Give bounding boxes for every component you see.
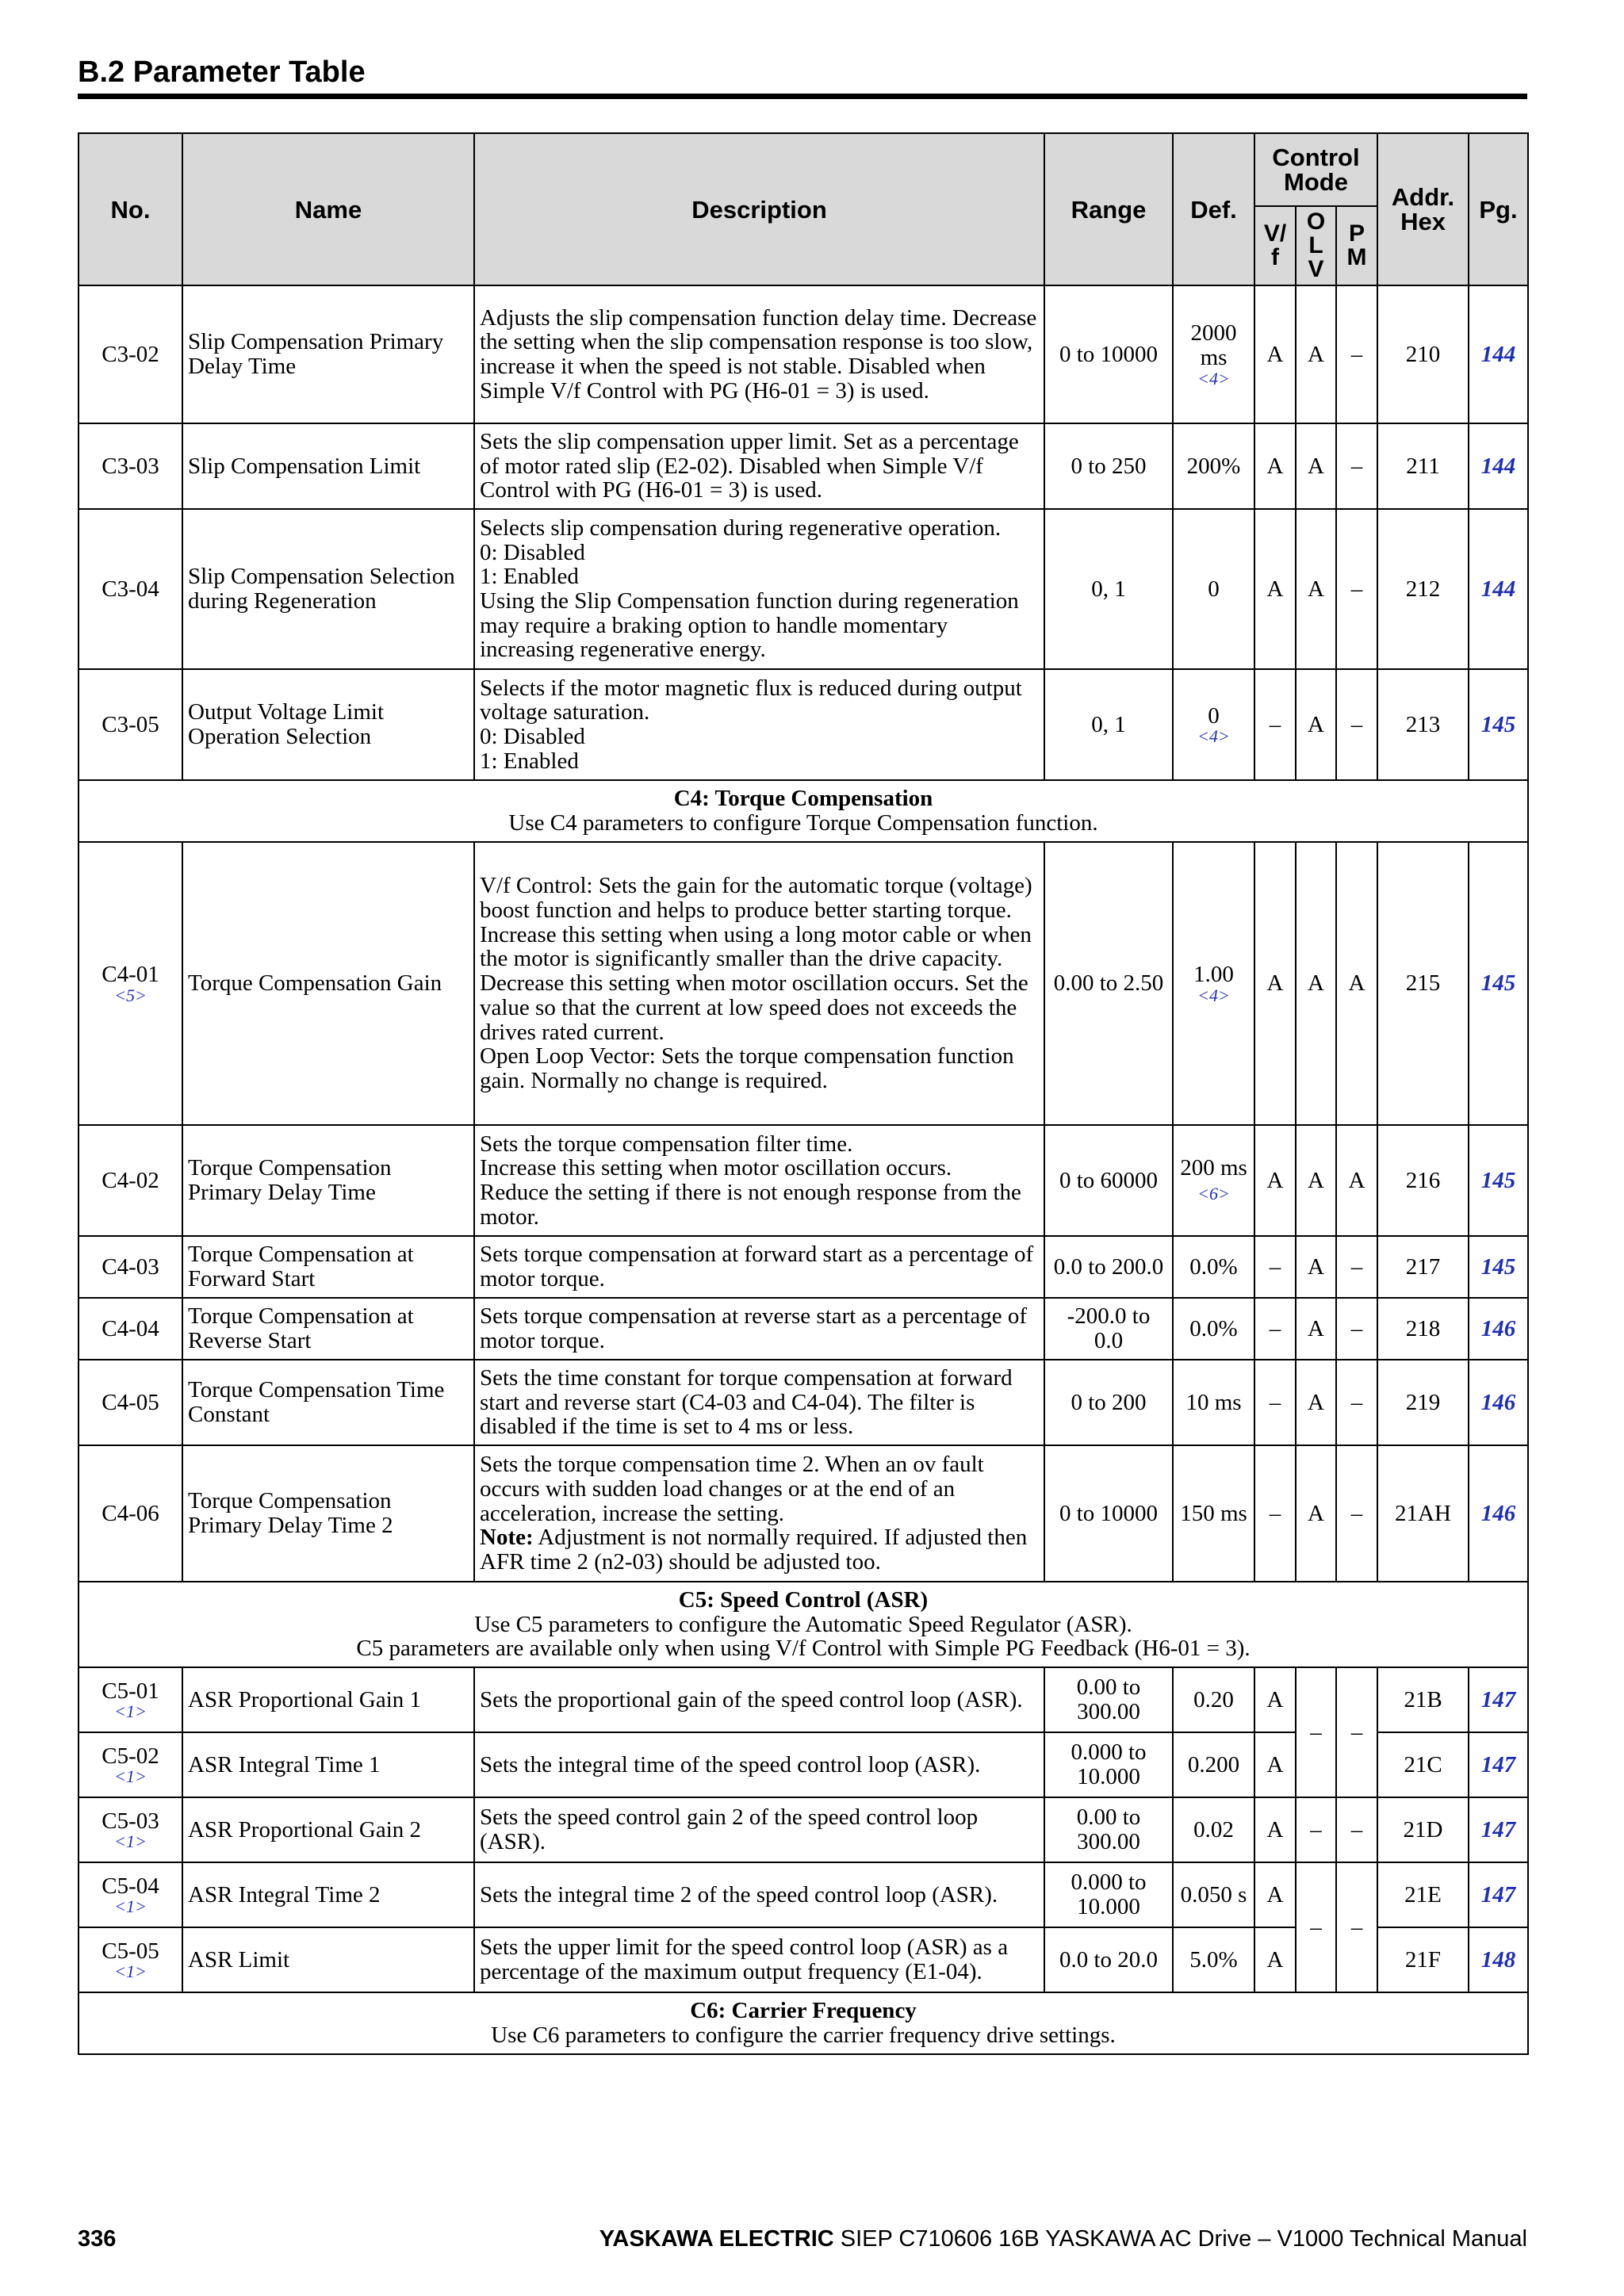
def-value: 0 [1208, 702, 1220, 729]
header-name: Name [182, 133, 474, 285]
mode-pm: – [1336, 1445, 1377, 1582]
param-description [474, 842, 1044, 1125]
mode-olv: – [1296, 1862, 1336, 1992]
def-note: <4> [1197, 726, 1230, 747]
param-range: 0.00 to 2.50 [1044, 842, 1173, 1125]
no-value: C5-02 [102, 1743, 159, 1769]
table-row [79, 1797, 1528, 1862]
param-description: Adjusts the slip compensation function delay time. Decrease the setting when the slip compensation response is too slow, increase it when the speed is not stable. Disabled when Simple V/f Control with PG (H6-01 = 3) is used. [474, 285, 1044, 423]
mode-olv: A [1296, 842, 1336, 1125]
param-addr: 216 [1377, 1125, 1469, 1236]
footer-brand: YASKAWA ELECTRIC [599, 2226, 834, 2252]
no-value: C5-05 [102, 1938, 159, 1964]
param-no: C3-03 [79, 423, 182, 509]
param-addr: 219 [1377, 1360, 1469, 1445]
mode-olv: A [1296, 1236, 1336, 1298]
page-ref[interactable] [1469, 1360, 1528, 1445]
mode-vf: A [1254, 842, 1296, 1125]
param-name: ASR Integral Time 2 [182, 1862, 474, 1927]
param-description: Sets the time constant for torque compensation at forward start and reverse start (C4-03 and C4-04). The filter is disabled if the time is set to 4 ms or less. [474, 1360, 1044, 1445]
param-def: 0.050 s [1173, 1862, 1254, 1927]
param-def: 0.0% [1173, 1236, 1254, 1298]
section-line: Use C4 parameters to configure Torque Compensation function. [508, 810, 1098, 836]
param-no [79, 1862, 182, 1927]
table-row [79, 1445, 1528, 1582]
no-note: <1> [114, 1701, 147, 1722]
param-addr: 21AH [1377, 1445, 1469, 1582]
def-note: <4> [1197, 985, 1230, 1005]
no-note: <1> [114, 1961, 147, 1982]
mode-pm: – [1336, 1797, 1377, 1862]
note-label: Note: [480, 1525, 534, 1551]
page-link[interactable]: 145 [1480, 711, 1516, 737]
param-addr: 218 [1377, 1298, 1469, 1360]
description-line: 0: Disabled [480, 539, 585, 565]
no-value: C5-04 [102, 1873, 159, 1899]
param-range: 0.00 to 300.00 [1044, 1667, 1173, 1732]
param-description: Sets the proportional gain of the speed control loop (ASR). [474, 1667, 1044, 1732]
mode-olv: A [1296, 1360, 1336, 1445]
page-link[interactable]: 148 [1480, 1946, 1516, 1973]
no-note: <5> [114, 985, 147, 1005]
mode-pm: – [1336, 669, 1377, 780]
param-description [474, 1445, 1044, 1582]
section-row [79, 1992, 1528, 2054]
mode-olv: A [1296, 423, 1336, 509]
param-no: C4-04 [79, 1298, 182, 1360]
mode-vf: A [1254, 1927, 1296, 1992]
param-no: C4-06 [79, 1445, 182, 1582]
mode-pm: – [1336, 1862, 1377, 1992]
mode-vf: A [1254, 423, 1296, 509]
mode-vf: – [1254, 1360, 1296, 1445]
page-link[interactable]: 144 [1480, 341, 1516, 367]
table-row [79, 1236, 1528, 1298]
param-range: 0.000 to 10.000 [1044, 1862, 1173, 1927]
description-line: V/f Control: Sets the gain for the automatic torque (voltage) boost function and helps to produce better starting torque. [480, 873, 1032, 923]
page-link[interactable]: 147 [1480, 1751, 1516, 1777]
section-row [79, 1582, 1528, 1667]
param-description: Sets torque compensation at forward start as a percentage of motor torque. [474, 1236, 1044, 1298]
param-range: 0, 1 [1044, 669, 1173, 780]
section-c5 [79, 1582, 1528, 1667]
table-row [79, 509, 1528, 669]
param-range: -200.0 to 0.0 [1044, 1298, 1173, 1360]
param-def [1173, 842, 1254, 1125]
mode-vf: A [1254, 1125, 1296, 1236]
param-name: Torque Compensation Primary Delay Time 2 [182, 1445, 474, 1582]
param-range: 0.00 to 300.00 [1044, 1797, 1173, 1862]
header-control-mode: Control Mode [1254, 133, 1377, 206]
page-ref[interactable] [1469, 1298, 1528, 1360]
param-range: 0.000 to 10.000 [1044, 1732, 1173, 1797]
mode-pm: A [1336, 842, 1377, 1125]
param-name: ASR Integral Time 1 [182, 1732, 474, 1797]
page-link[interactable]: 145 [1480, 1253, 1516, 1280]
table-row [79, 423, 1528, 509]
description-line: Sets the torque compensation filter time. [480, 1131, 853, 1157]
param-range: 0, 1 [1044, 509, 1173, 669]
no-value: C4-01 [102, 962, 159, 988]
param-range: 0 to 10000 [1044, 285, 1173, 423]
page-link[interactable]: 145 [1480, 970, 1516, 997]
mode-olv: A [1296, 1445, 1336, 1582]
mode-pm: – [1336, 285, 1377, 423]
mode-pm: – [1336, 423, 1377, 509]
page-ref[interactable] [1469, 842, 1528, 1125]
param-description: Sets torque compensation at reverse start as a percentage of motor torque. [474, 1298, 1044, 1360]
def-note: <4> [1197, 368, 1230, 388]
page-link[interactable]: 147 [1480, 1816, 1516, 1843]
header-rule [78, 94, 1527, 99]
header-olv: O L V [1296, 206, 1336, 285]
mode-olv: A [1296, 509, 1336, 669]
section-title-c6: C6: Carrier Frequency [690, 1998, 917, 2024]
table-row [79, 1667, 1528, 1732]
param-description: Sets the upper limit for the speed control loop (ASR) as a percentage of the maximum output frequency (E1-04). [474, 1927, 1044, 1992]
param-name: Torque Compensation at Reverse Start [182, 1298, 474, 1360]
page-ref[interactable] [1469, 285, 1528, 423]
mode-olv: – [1296, 1667, 1336, 1797]
param-no [79, 1927, 182, 1992]
param-description: Sets the slip compensation upper limit. Set as a percentage of motor rated slip (E2-02). Disabled when Simple V/f Control with PG (H6-01 = 3) is used. [474, 423, 1044, 509]
mode-vf: – [1254, 1298, 1296, 1360]
param-range: 0 to 10000 [1044, 1445, 1173, 1582]
mode-pm: – [1336, 1360, 1377, 1445]
param-addr: 217 [1377, 1236, 1469, 1298]
mode-olv: A [1296, 1125, 1336, 1236]
param-addr: 210 [1377, 285, 1469, 423]
table-row [79, 285, 1528, 423]
page-ref[interactable] [1469, 1667, 1528, 1732]
param-description [474, 1125, 1044, 1236]
param-description: Sets the integral time of the speed control loop (ASR). [474, 1732, 1044, 1797]
note-text: Adjustment is not normally required. If adjusted then AFR time 2 (n2-03) should be adjusted too. [480, 1525, 1028, 1575]
section-line: Use C5 parameters to configure the Automatic Speed Regulator (ASR). [474, 1611, 1132, 1637]
mode-olv: A [1296, 669, 1336, 780]
header-addr: Addr. Hex [1377, 133, 1469, 285]
table-row [79, 1298, 1528, 1360]
page-link[interactable]: 144 [1480, 576, 1516, 602]
page-ref[interactable] [1469, 1236, 1528, 1298]
description-line: Decrease this setting when motor oscillation occurs. Set the value so that the current at low speed does not exceeds the drives rated current. [480, 970, 1028, 1045]
footer-doc-info [599, 2226, 1527, 2252]
param-addr: 212 [1377, 509, 1469, 669]
param-def: 0.20 [1173, 1667, 1254, 1732]
param-description: Sets the speed control gain 2 of the speed control loop (ASR). [474, 1797, 1044, 1862]
param-no: C4-03 [79, 1236, 182, 1298]
param-name: ASR Proportional Gain 1 [182, 1667, 474, 1732]
no-note: <1> [114, 1831, 147, 1852]
no-note: <1> [114, 1766, 147, 1787]
page-ref[interactable] [1469, 669, 1528, 780]
def-value: 2000 ms [1190, 320, 1237, 370]
param-addr: 21B [1377, 1667, 1469, 1732]
mode-pm: – [1336, 509, 1377, 669]
mode-pm: A [1336, 1125, 1377, 1236]
param-addr: 21D [1377, 1797, 1469, 1862]
param-name: Torque Compensation at Forward Start [182, 1236, 474, 1298]
mode-vf: – [1254, 1236, 1296, 1298]
param-range: 0 to 60000 [1044, 1125, 1173, 1236]
section-line: C5 parameters are available only when using V/f Control with Simple PG Feedback (H6-01 = 3). [356, 1636, 1251, 1662]
param-def: 5.0% [1173, 1927, 1254, 1992]
mode-vf: A [1254, 1667, 1296, 1732]
header-pm: P M [1336, 206, 1377, 285]
page-ref[interactable] [1469, 1862, 1528, 1927]
param-no [79, 1797, 182, 1862]
page-link[interactable]: 147 [1480, 1686, 1516, 1712]
header-range: Range [1044, 133, 1173, 285]
page-number: 336 [78, 2226, 117, 2252]
section-line: Use C6 parameters to configure the carrier frequency drive settings. [491, 2022, 1116, 2048]
header-description: Description [474, 133, 1044, 285]
page-link[interactable]: 145 [1480, 1167, 1516, 1193]
param-description [474, 509, 1044, 669]
def-value: 1.00 [1193, 962, 1234, 988]
param-def [1173, 669, 1254, 780]
param-no: C3-04 [79, 509, 182, 669]
param-addr: 21C [1377, 1732, 1469, 1797]
table-row [79, 1360, 1528, 1445]
param-name: Slip Compensation Selection during Regeneration [182, 509, 474, 669]
param-def: 0.0% [1173, 1298, 1254, 1360]
no-value: C5-03 [102, 1808, 159, 1834]
page-link[interactable]: 146 [1480, 1389, 1516, 1415]
description-line: Using the Slip Compensation function during regeneration may require a braking option to handle momentary increasing regenerative energy. [480, 588, 1019, 663]
param-addr: 213 [1377, 669, 1469, 780]
param-no: C3-02 [79, 285, 182, 423]
mode-pm: – [1336, 1298, 1377, 1360]
header-no: No. [79, 133, 182, 285]
mode-vf: – [1254, 669, 1296, 780]
param-name: Torque Compensation Time Constant [182, 1360, 474, 1445]
section-title-c4: C4: Torque Compensation [673, 786, 933, 812]
param-def: 200% [1173, 423, 1254, 509]
description-line: Increase this setting when motor oscillation occurs. [480, 1155, 952, 1181]
mode-pm: – [1336, 1236, 1377, 1298]
header-def: Def. [1173, 133, 1254, 285]
mode-vf: A [1254, 509, 1296, 669]
section-row [79, 780, 1528, 842]
description-note [480, 1525, 1039, 1574]
description-line: 0: Disabled [480, 724, 585, 749]
def-note: <6> [1197, 1184, 1230, 1203]
page-ref[interactable] [1469, 1445, 1528, 1582]
mode-vf: A [1254, 1732, 1296, 1797]
param-def: 0.200 [1173, 1732, 1254, 1797]
mode-olv: A [1296, 1298, 1336, 1360]
param-range: 0 to 200 [1044, 1360, 1173, 1445]
mode-pm: – [1336, 1667, 1377, 1797]
param-name: Slip Compensation Primary Delay Time [182, 285, 474, 423]
page-link[interactable]: 146 [1480, 1500, 1516, 1526]
param-no [79, 1667, 182, 1732]
param-name: ASR Limit [182, 1927, 474, 1992]
table-row [79, 1125, 1528, 1236]
param-addr: 21E [1377, 1862, 1469, 1927]
param-def: 0 [1173, 509, 1254, 669]
param-name: Output Voltage Limit Operation Selection [182, 669, 474, 780]
table-row [79, 1862, 1528, 1927]
table-row [79, 669, 1528, 780]
def-value: 200 ms [1180, 1155, 1247, 1181]
no-note: <1> [114, 1896, 147, 1917]
param-name: Slip Compensation Limit [182, 423, 474, 509]
page-ref[interactable] [1469, 1125, 1528, 1236]
description-line: Sets the torque compensation time 2. When an ov fault occurs with sudden load changes or at the end of an acceleration, increase the setting. [480, 1452, 984, 1526]
section-c6 [79, 1992, 1528, 2054]
page-ref[interactable] [1469, 509, 1528, 669]
mode-vf: A [1254, 1862, 1296, 1927]
page-link[interactable]: 147 [1480, 1881, 1516, 1908]
page-link[interactable]: 146 [1480, 1315, 1516, 1341]
header-vf: V/ f [1254, 206, 1296, 285]
footer-doc: SIEP C710606 16B YASKAWA AC Drive – V1000 Technical Manual [840, 2226, 1527, 2252]
description-line: Increase this setting when using a long motor cable or when the motor is significantly smaller than the drive capacity. [480, 921, 1032, 972]
page-ref[interactable] [1469, 1927, 1528, 1992]
mode-olv: A [1296, 285, 1336, 423]
header-pg: Pg. [1469, 133, 1528, 285]
description-line: Reduce the setting if there is not enough response from the motor. [480, 1180, 1021, 1230]
description-line: Selects if the motor magnetic flux is reduced during output voltage saturation. [480, 675, 1022, 725]
mode-vf: – [1254, 1445, 1296, 1582]
param-name: ASR Proportional Gain 2 [182, 1797, 474, 1862]
param-description: Sets the integral time 2 of the speed control loop (ASR). [474, 1862, 1044, 1927]
parameter-table [78, 132, 1529, 2055]
param-no: C4-05 [79, 1360, 182, 1445]
param-no: C3-05 [79, 669, 182, 780]
param-no: C4-02 [79, 1125, 182, 1236]
page-link[interactable]: 144 [1480, 453, 1516, 479]
param-def [1173, 1125, 1254, 1236]
no-value: C5-01 [102, 1678, 159, 1704]
param-def: 10 ms [1173, 1360, 1254, 1445]
param-def: 150 ms [1173, 1445, 1254, 1582]
page-ref[interactable] [1469, 1797, 1528, 1862]
page-ref[interactable] [1469, 1732, 1528, 1797]
table-row [79, 842, 1528, 1125]
param-no [79, 1732, 182, 1797]
param-addr: 21F [1377, 1927, 1469, 1992]
param-addr: 215 [1377, 842, 1469, 1125]
param-range: 0.0 to 20.0 [1044, 1927, 1173, 1992]
mode-olv: – [1296, 1797, 1336, 1862]
param-addr: 211 [1377, 423, 1469, 509]
param-range: 0 to 250 [1044, 423, 1173, 509]
description-line: 1: Enabled [480, 564, 579, 590]
param-description [474, 669, 1044, 780]
section-title: B.2 Parameter Table [78, 55, 366, 89]
page-ref[interactable] [1469, 423, 1528, 509]
param-no [79, 842, 182, 1125]
description-line: 1: Enabled [480, 748, 579, 774]
param-def [1173, 285, 1254, 423]
param-range: 0.0 to 200.0 [1044, 1236, 1173, 1298]
section-c4 [79, 780, 1528, 842]
description-line: Selects slip compensation during regenerative operation. [480, 515, 1002, 541]
mode-vf: A [1254, 1797, 1296, 1862]
param-name: Torque Compensation Primary Delay Time [182, 1125, 474, 1236]
section-title-c5: C5: Speed Control (ASR) [678, 1586, 929, 1613]
description-line: Open Loop Vector: Sets the torque compensation function gain. Normally no change is required. [480, 1043, 1014, 1094]
param-def: 0.02 [1173, 1797, 1254, 1862]
param-name: Torque Compensation Gain [182, 842, 474, 1125]
mode-vf: A [1254, 285, 1296, 423]
